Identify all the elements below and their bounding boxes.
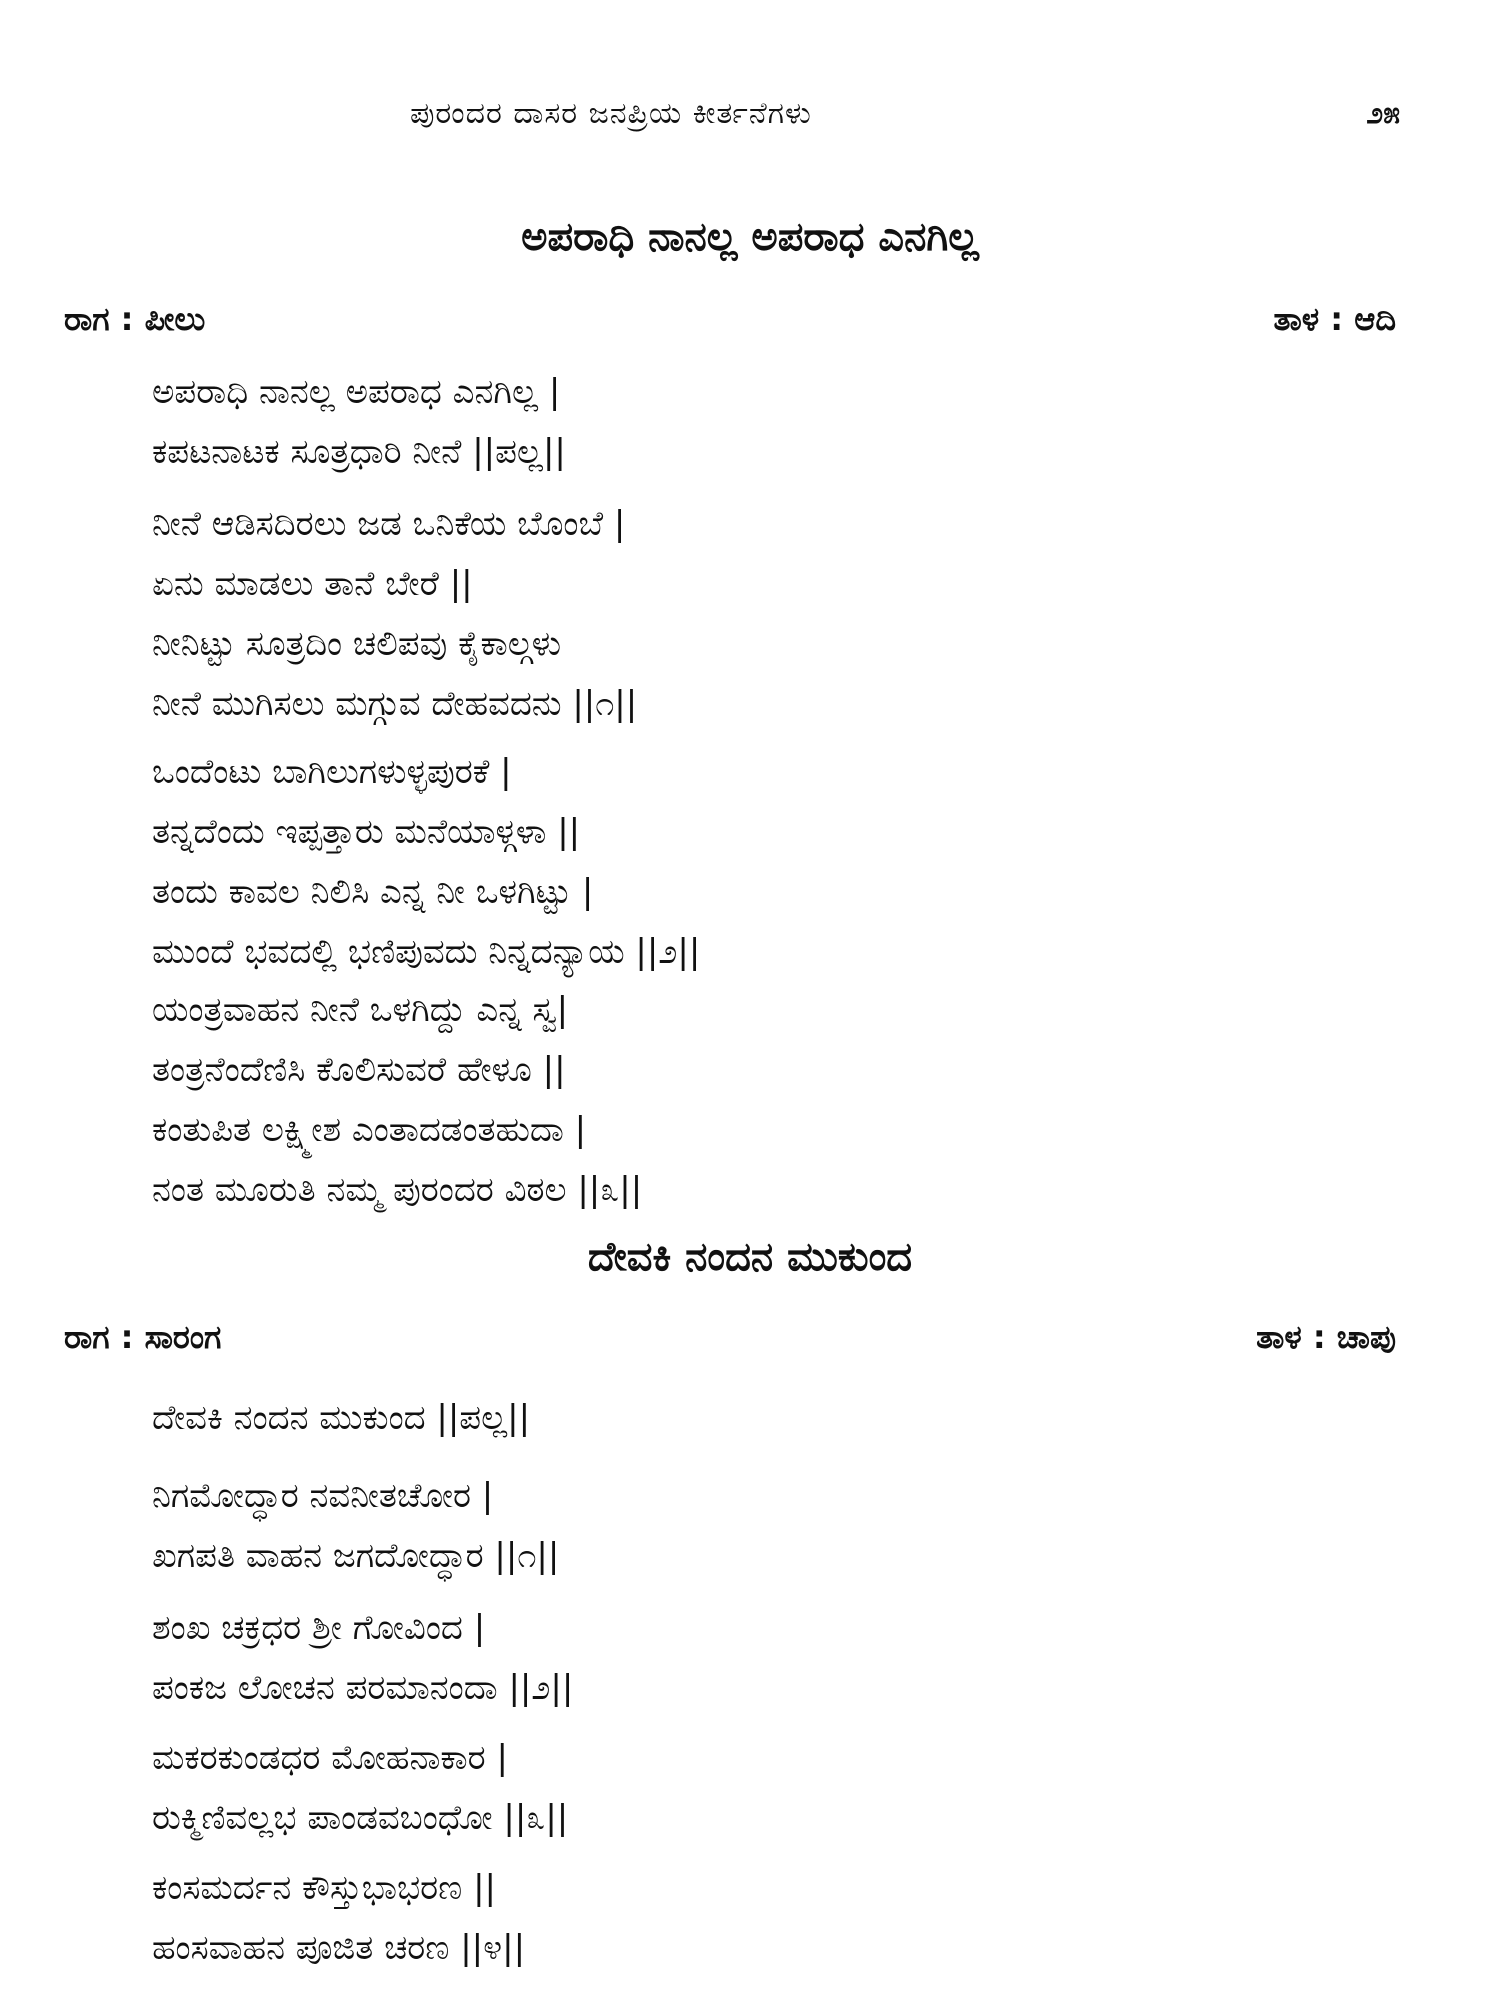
verse-line: ಯಂತ್ರವಾಹನ ನೀನೆ ಒಳಗಿದ್ದು ಎನ್ನ ಸ್ವ| [152,990,569,1030]
tala-label: ತಾಳ : ಚಾಪು [1256,1318,1396,1356]
raga-label: ರಾಗ : ಸಾರಂಗ [64,1318,222,1356]
verse-line: ತಂದು ಕಾವಲ ನಿಲಿಸಿ ಎನ್ನ ನೀ ಒಳಗಿಟ್ಟು | [152,872,594,912]
verse-line: ಮಕರಕುಂಡಧರ ಮೋಹನಾಕಾರ | [152,1738,508,1778]
verse-line: ಏನು ಮಾಡಲು ತಾನೆ ಬೇರೆ || [152,564,473,604]
stanza-3 [152,980,1352,1220]
verse-line: ರುಕ್ಮಿಣಿವಲ್ಲಭ ಪಾಂಡವಬಂಧೋ ||೩|| [152,1798,569,1838]
verse-line: ದೇವಕಿ ನಂದನ ಮುಕುಂದ ||ಪಲ್ಲ|| [152,1398,531,1438]
verse-line: ನಂತ ಮೂರುತಿ ನಮ್ಮ ಪುರಂದರ ವಿಠಲ ||೩|| [152,1170,643,1210]
verse-line: ಅಪರಾಧಿ ನಾನಲ್ಲ ಅಪರಾಧ ಎನಗಿಲ್ಲ | [152,372,561,412]
running-title: ಪುರಂದರ ದಾಸರ ಜನಪ್ರಿಯ ಕೀರ್ತನೆಗಳು [410,96,812,131]
tala-label: ತಾಳ : ಆದಿ [1273,300,1396,338]
verse-line: ತನ್ನದೆಂದು ಇಪ್ಪತ್ತಾರು ಮನೆಯಾಳ್ಗಳಾ || [152,812,581,852]
song-title: ಅಪರಾಧಿ ನಾನಲ್ಲ ಅಪರಾಧ ಎನಗಿಲ್ಲ [521,214,979,260]
verse-line: ಶಂಖ ಚಕ್ರಧರ ಶ್ರೀ ಗೋವಿಂದ | [152,1608,486,1648]
verse-line: ತಂತ್ರನೆಂದೆಣಿಸಿ ಕೊಲಿಸುವರೆ ಹೇಳೂ || [152,1050,566,1090]
verse-line: ಪಂಕಜ ಲೋಚನ ಪರಮಾನಂದಾ ||೨|| [152,1668,574,1708]
verse-line: ಖಗಪತಿ ವಾಹನ ಜಗದೋದ್ಧಾರ ||೧|| [152,1536,560,1576]
stanza-1 [152,1466,1352,1586]
song-title: ದೇವಕಿ ನಂದನ ಮುಕುಂದ [587,1234,913,1280]
verse-line: ಮುಂದೆ ಭವದಲ್ಲಿ ಭಣಿಪುವದು ನಿನ್ನದನ್ಯಾಯ ||೨|| [152,932,701,972]
raga-label: ರಾಗ : ಪೀಲು [64,300,206,338]
stanza-4 [152,1858,1352,1978]
verse-line: ನಿಗಮೋದ್ಧಾರ ನವನೀತಚೋರ | [152,1476,494,1516]
verse-line: ನೀನೆ ಮುಗಿಸಲು ಮಗ್ಗುವ ದೇಹವದನು ||೧|| [152,684,638,724]
verse-line: ನೀನಿಟ್ಟು ಸೂತ್ರದಿಂ ಚಲಿಪವು ಕೈಕಾಲ್ಗಳು [152,624,562,664]
stanza-2 [152,742,1352,982]
stanza-2 [152,1598,1352,1718]
stanza-pallavi [152,362,1352,482]
verse-line: ನೀನೆ ಆಡಿಸದಿರಲು ಜಡ ಒನಿಕೆಯ ಬೊಂಬೆ | [152,504,626,544]
running-head [0,96,1500,140]
stanza-3 [152,1728,1352,1848]
song-meta [64,300,1396,344]
verse-line: ಕಪಟನಾಟಕ ಸೂತ್ರಧಾರಿ ನೀನೆ ||ಪಲ್ಲ|| [152,432,566,472]
song-meta [64,1318,1396,1362]
verse-line: ಕಂತುಪಿತ ಲಕ್ಷ್ಮೀಶ ಎಂತಾದಡಂತಹುದಾ | [152,1110,587,1150]
stanza-pallavi [152,1388,1352,1448]
page-number: ೨೫ [1366,96,1400,131]
verse-line: ಒಂದೆಂಟು ಬಾಗಿಲುಗಳುಳ್ಳಪುರಕೆ | [152,752,512,792]
stanza-1 [152,494,1352,734]
verse-line: ಹಂಸವಾಹನ ಪೂಜಿತ ಚರಣ ||೪|| [152,1928,526,1968]
verse-line: ಕಂಸಮರ್ದನ ಕೌಸ್ತುಭಾಭರಣ || [152,1868,496,1908]
